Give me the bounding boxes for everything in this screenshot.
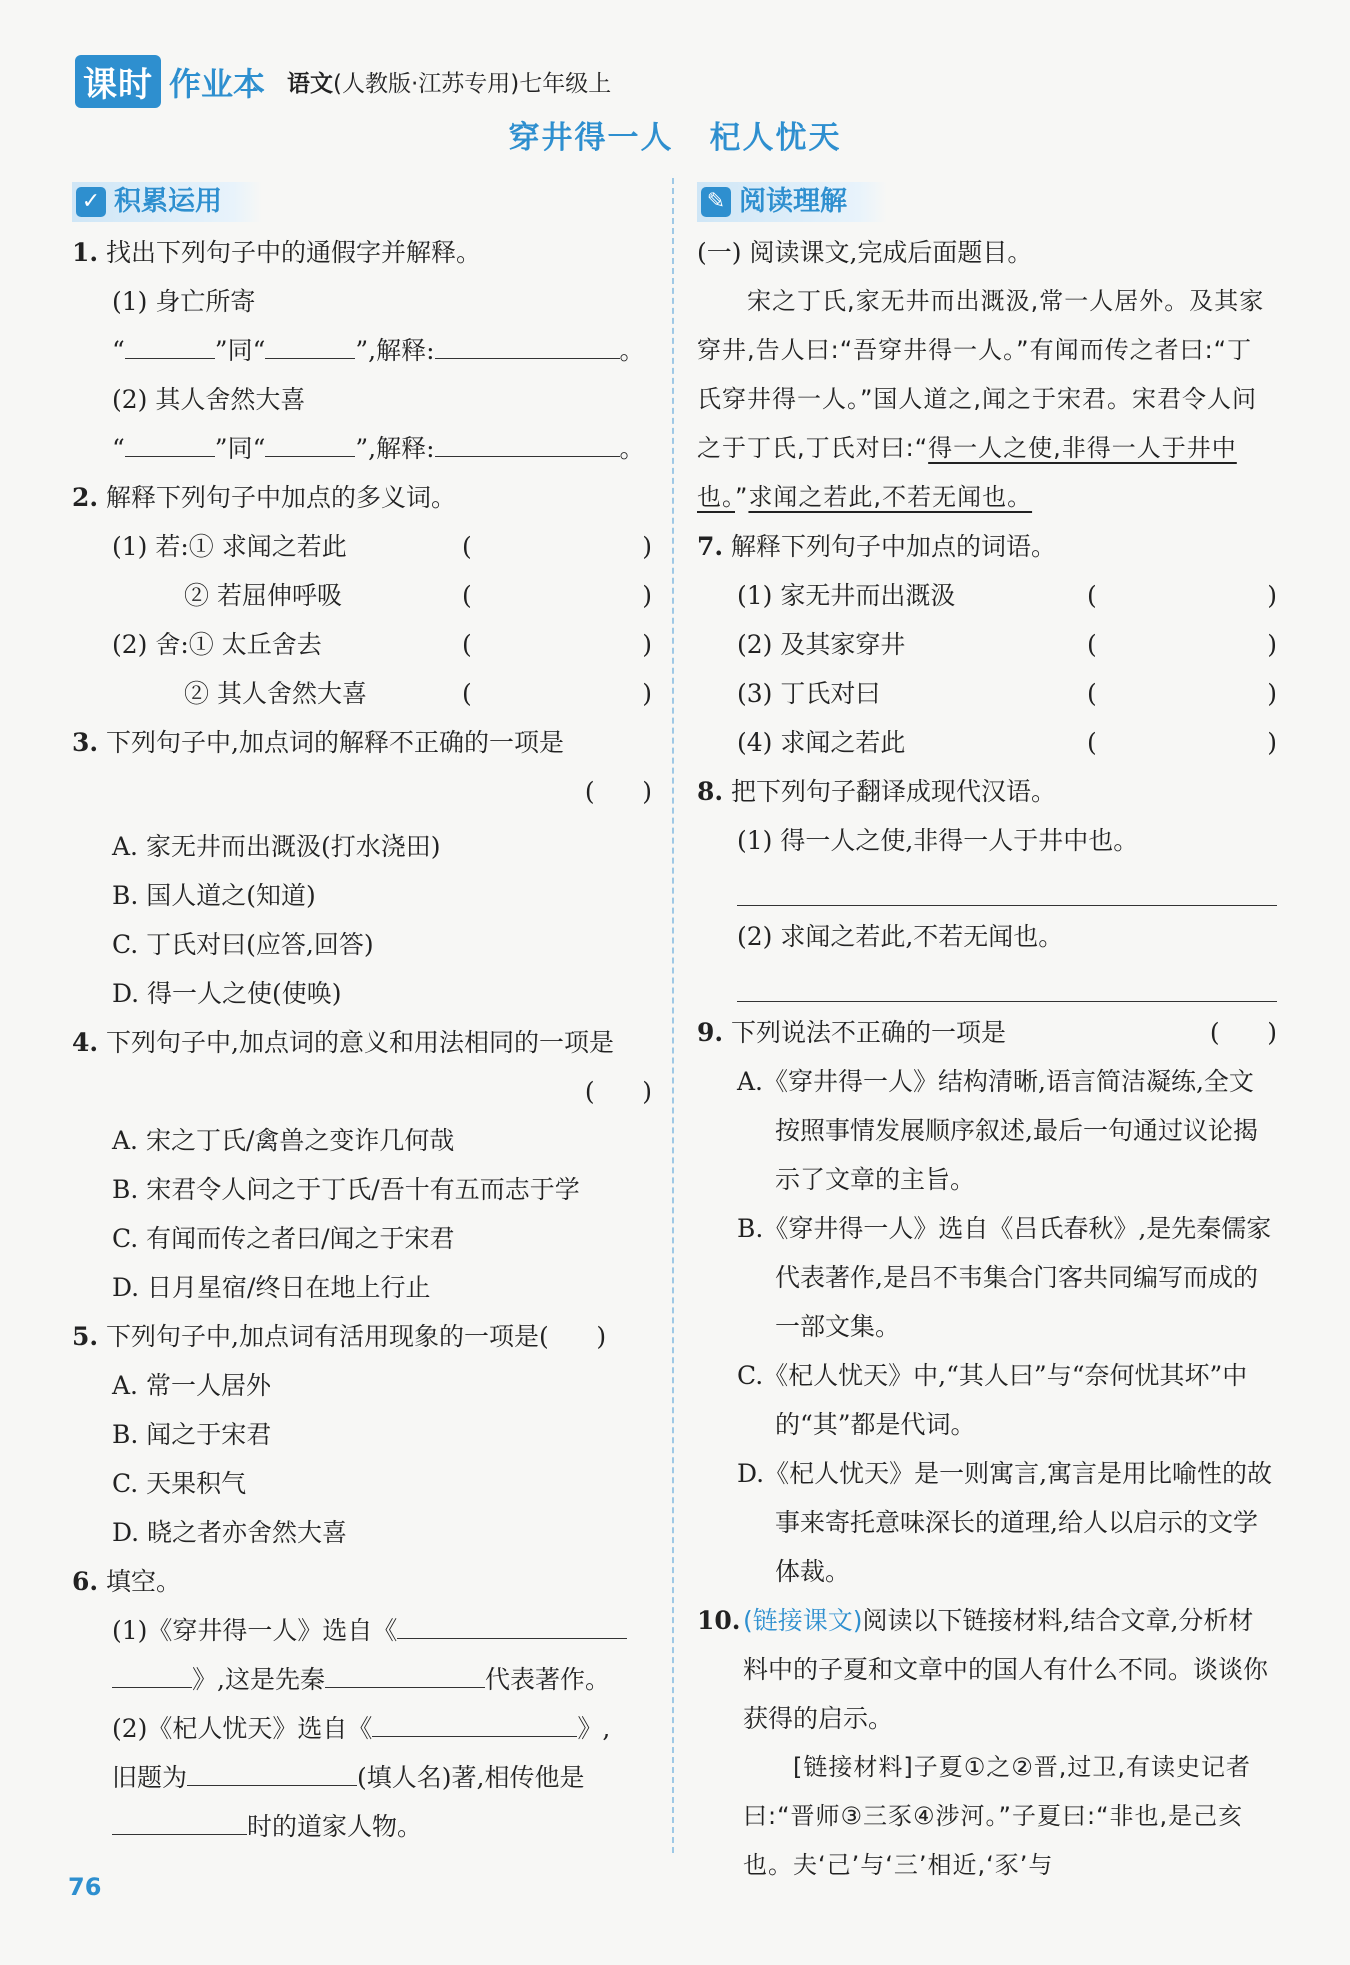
section-header-accumulate: ✓ 积累运用	[72, 182, 262, 222]
reading-passage: 宋之丁氏,家无井而出溉汲,常一人居外。及其家穿井,告人曰:“吾穿井得一人。”有闻而传之者曰:“丁氏穿井得一人。”国人道之,闻之于宋君。宋君令人问之于丁氏,丁氏对曰:“得一人之使,非得一人于井中也。”求闻之若此,不若无闻也。	[697, 286, 1265, 511]
subject-info: 语文(人教版·江苏专用)七年级上	[287, 71, 612, 97]
question-1: 1. 找出下列句子中的通假字并解释。	[72, 237, 482, 267]
question-4: 4. 下列句子中,加点词的意义和用法相同的一项是	[72, 1027, 614, 1057]
page-title: 穿井得一人 杞人忧天	[508, 120, 842, 156]
question-2: 2. 解释下列句子中加点的多义词。	[72, 482, 457, 512]
brand-name: 作业本	[169, 64, 266, 103]
reading-instruction: (一) 阅读课文,完成后面题目。	[697, 237, 1033, 267]
answer-line: “ ”同“ ”,解释: 。	[72, 326, 652, 375]
answer-paren: ( )	[584, 776, 652, 806]
answer-line	[737, 865, 1277, 906]
question-6: 6. 填空。	[72, 1566, 182, 1596]
left-column: ✓ 积累运用 1. 找出下列句子中的通假字并解释。 (1) 身亡所寄 “ ”同“ ”,解释: 。 (2) 其人舍然大喜 “ ”同“ ”,解释: 。 2. 解释下列句子中加点的多义词。 (1) 若:① 求闻之若此 ( ) ② 若屈伸呼吸 ( ) (2) 舍:① 太丘舍去 ( ) ② 其人舍然大喜 ( ) 3. 下列句子中,加点词的解释不正确的一项是 ( ) A. 家无井而出溉汲(打水浇田) B. 国人道之(知道) C. 丁氏对曰(应答,回答) D. 得一人之使(使唤) 4. 下列句子中,加点词的意义和用法相同的一项是 ( ) A. 宋之丁氏/禽兽之变诈几何哉 B. 宋君令人问之于丁氏/吾十有五而志于学 C. 有闻而传之者曰/闻之于宋君 D. 日月星宿/终日在地上行止 5. 下列句子中,加点词有活用现象的一项是( ) A. 常一人居外 B. 闻之于宋君 C. 天果积气 D. 晓之者亦舍然大喜 6. 填空。 (1)《穿井得一人》选自《 》,这是先秦 代表著作。 (2)《杞人忧天》选自《 》, 旧题为 (填人名)著,相传他是 时的道家人物。	[72, 175, 652, 1851]
section-header-reading: ✎ 阅读理解	[697, 182, 887, 222]
question-7: 7. 解释下列句子中加点的词语。	[697, 531, 1057, 561]
page-number: 76	[68, 1873, 102, 1901]
right-column: ✎ 阅读理解 (一) 阅读课文,完成后面题目。 宋之丁氏,家无井而出溉汲,常一人居外。及其家穿井,告人曰:“吾穿井得一人。”有闻而传之者曰:“丁氏穿井得一人。”国人道之,闻之于宋君。宋君令人问之于丁氏,丁氏对曰:“得一人之使,非得一人于井中也。”求闻之若此,不若无闻也。 7. 解释下列句子中加点的词语。 (1) 家无井而出溉汲 ( ) (2) 及其家穿井 ( ) (3) 丁氏对曰 ( ) (4) 求闻之若此 ( ) 8. 把下列句子翻译成现代汉语。 (1) 得一人之使,非得一人于井中也。 (2) 求闻之若此,不若无闻也。 9. 下列说法不正确的一项是 ( ) A.《穿井得一人》结构清晰,语言简洁凝练,全文按照事情发展顺序叙述,最后一句通过议论揭示了文章的主旨。 B.《穿井得一人》选自《吕氏春秋》,是先秦儒家代表著作,是吕不韦集合门客共同编写而成的一部文集。 C.《杞人忧天》中,“其人曰”与“奈何忧其坏”中的“其”都是代词。 D.《杞人忧天》是一则寓言,寓言是用比喻性的故事来寄托意味深长的道理,给人以启示的文学体裁。 10. (链接课文)阅读以下链接材料,结合文章,分析材料中的子夏和文章中的国人有什么不同。谈谈你获得的启示。 [链接材料]子夏①之②晋,过卫,有读史记者曰:“晋师③三豕④涉河。”子夏曰:“非也,是己亥也。夫‘己’与‘三’相近,‘豕’与	[697, 175, 1277, 1890]
header-brand	[75, 55, 611, 108]
brand-logo: 课时	[75, 55, 161, 108]
question-10: 10. (链接课文)阅读以下链接材料,结合文章,分析材料中的子夏和文章中的国人有什么不同。谈谈你获得的启示。	[697, 1605, 1269, 1733]
answer-paren: ( )	[584, 1076, 652, 1106]
link-material: [链接材料]子夏①之②晋,过卫,有读史记者曰:“晋师③三豕④涉河。”子夏曰:“非也,是己亥也。夫‘己’与‘三’相近,‘豕’与	[743, 1752, 1252, 1879]
question-3: 3. 下列句子中,加点词的解释不正确的一项是	[72, 727, 564, 757]
question-8: 8. 把下列句子翻译成现代汉语。	[697, 776, 1057, 806]
answer-line: “ ”同“ ”,解释: 。	[72, 424, 652, 473]
checkmark-icon: ✓	[76, 187, 106, 217]
column-divider	[672, 178, 674, 1853]
pencil-edit-icon: ✎	[701, 187, 731, 217]
answer-line	[737, 961, 1277, 1002]
question-9: 9. 下列说法不正确的一项是 ( )	[697, 1017, 1277, 1047]
question-5: 5. 下列句子中,加点词有活用现象的一项是( )	[72, 1321, 607, 1351]
